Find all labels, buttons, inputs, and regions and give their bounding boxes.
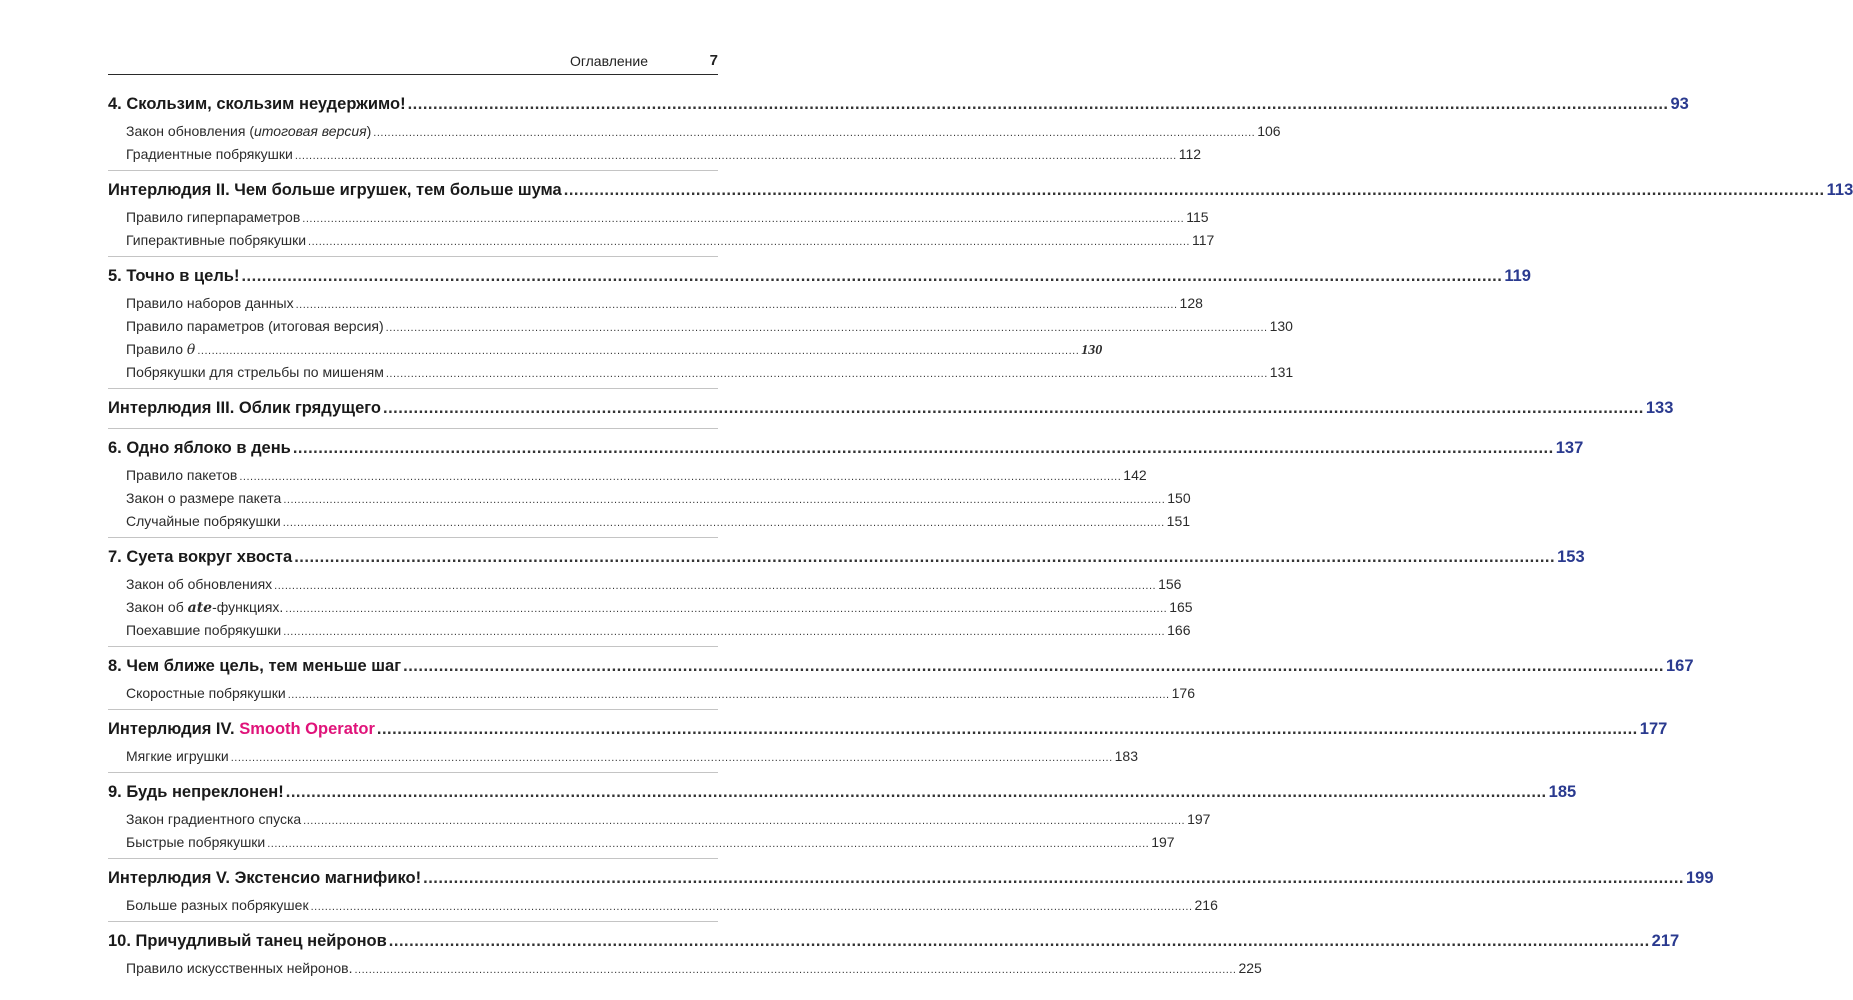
section-title-before: Закон об	[126, 599, 188, 615]
dot-leader	[355, 959, 1237, 982]
section-title-text: Гиперактивные побрякушки	[126, 232, 307, 248]
dot-leader	[283, 489, 1165, 512]
section-title-text: Поехавшие побрякушки	[126, 622, 282, 638]
section-title	[126, 487, 281, 510]
chapter-title	[108, 862, 421, 894]
section-title	[126, 464, 237, 487]
toc-section-entry[interactable]	[108, 573, 1182, 596]
dot-leader	[564, 174, 1825, 206]
section-page-number: 197	[1151, 834, 1175, 850]
toc-chapter	[108, 776, 1577, 859]
toc-section-entry[interactable]	[108, 808, 1211, 831]
chapter-title	[108, 260, 239, 292]
chapter-prefix: 5.	[108, 267, 127, 285]
chapter-page-number: 137	[1555, 439, 1584, 457]
section-title-text: Градиентные побрякушки	[126, 146, 293, 162]
dot-leader	[408, 88, 1669, 120]
chapter-title-text: Скользим, скользим неудержимо!	[126, 95, 406, 113]
toc-section-entry[interactable]	[108, 957, 1262, 980]
section-page-number: 165	[1169, 599, 1193, 615]
section-title	[126, 229, 306, 252]
section-title	[126, 206, 300, 229]
header-title: Оглавление	[569, 53, 648, 69]
toc-section-entry[interactable]	[108, 596, 1193, 619]
toc-chapter	[108, 713, 1668, 773]
dot-leader	[294, 541, 1555, 573]
chapter-title	[108, 174, 562, 206]
chapter-title-text: Будь непреклонен!	[126, 783, 284, 801]
chapter-prefix: 10.	[108, 932, 136, 950]
section-page-number: 142	[1123, 467, 1147, 483]
toc-section-entry[interactable]	[108, 745, 1138, 768]
toc-chapter	[108, 88, 1689, 171]
section-title-text: Быстрые побрякушки	[126, 834, 266, 850]
section-title	[126, 315, 384, 338]
section-title-text: Побрякушки для стрельбы по мишеням	[126, 364, 384, 380]
chapter-title	[108, 392, 381, 424]
table-of-contents	[108, 88, 1853, 987]
section-title	[126, 831, 265, 854]
toc-chapter-entry[interactable]	[108, 88, 1689, 120]
chapter-prefix: 6.	[108, 439, 127, 457]
section-title-text: Скоростные побрякушки	[126, 685, 286, 701]
chapter-title	[108, 432, 291, 464]
dot-leader	[293, 432, 1554, 464]
dot-leader	[239, 466, 1121, 489]
section-title	[126, 573, 272, 596]
toc-section-entry[interactable]	[108, 487, 1191, 510]
section-title-text: Правило гиперпараметров	[126, 209, 301, 225]
chapter-title-text: Чем ближе цель, тем меньше шаг	[126, 657, 402, 675]
section-title	[126, 361, 384, 384]
toc-section-entry[interactable]	[108, 206, 1209, 229]
dot-leader	[373, 122, 1255, 145]
chapter-title-text: Суета вокруг хвоста	[126, 548, 293, 566]
toc-chapter-entry[interactable]	[108, 862, 1714, 894]
chapter-page-number: 153	[1557, 548, 1585, 566]
dot-leader	[241, 260, 1502, 292]
dot-leader	[296, 294, 1178, 317]
toc-section-entry[interactable]	[108, 143, 1202, 166]
section-title	[126, 894, 309, 917]
dot-leader	[423, 862, 1684, 894]
chapter-prefix: 9.	[108, 783, 127, 801]
toc-section-entry[interactable]	[108, 120, 1281, 143]
dot-leader	[403, 650, 1664, 682]
chapter-page-number: 217	[1651, 932, 1680, 950]
chapter-title	[108, 925, 387, 957]
dot-leader	[386, 317, 1268, 340]
chapter-page-number: 185	[1548, 783, 1577, 801]
section-title	[126, 596, 283, 620]
toc-section-entry[interactable]	[108, 338, 1103, 361]
dot-leader	[286, 776, 1547, 808]
toc-chapter	[108, 541, 1585, 647]
chapter-title	[108, 541, 292, 573]
dot-leader	[274, 575, 1156, 598]
toc-chapter-entry[interactable]	[108, 776, 1577, 808]
section-page-number: 117	[1191, 232, 1215, 248]
toc-chapter	[108, 392, 1674, 429]
toc-section-entry[interactable]	[108, 361, 1294, 384]
section-title	[126, 619, 281, 642]
section-title-emphasis: ate	[187, 600, 213, 616]
dot-leader	[303, 810, 1185, 833]
section-page-number: 106	[1257, 123, 1281, 139]
chapter-page-number: 167	[1666, 657, 1694, 675]
dot-leader	[288, 684, 1170, 707]
toc-chapter	[108, 925, 1680, 984]
dot-leader	[231, 747, 1113, 770]
section-page-number: 197	[1187, 811, 1211, 827]
section-title-text: Мягкие игрушки	[126, 748, 229, 764]
toc-section-entry[interactable]	[108, 229, 1215, 252]
section-page-number: 112	[1178, 146, 1202, 162]
section-title	[126, 808, 301, 831]
chapter-page-number: 177	[1639, 720, 1668, 738]
section-title-text: Закон об обновлениях	[126, 576, 273, 592]
section-title	[126, 510, 281, 533]
header-page-number: 7	[709, 52, 718, 69]
section-title	[126, 338, 195, 362]
toc-chapter	[108, 260, 1531, 389]
chapter-title-text: Причудливый танец нейронов	[135, 932, 387, 950]
toc-chapter	[108, 862, 1714, 922]
section-page-number: 131	[1269, 364, 1294, 380]
section-title-after: -функциях.	[212, 599, 284, 615]
chapter-prefix: Интерлюдия IV.	[108, 720, 240, 738]
section-title-text: Больше разных побрякушек	[126, 897, 309, 913]
dot-leader	[383, 392, 1644, 424]
toc-chapter-entry[interactable]	[108, 392, 1674, 424]
section-page-number: 156	[1158, 576, 1182, 592]
section-page-number: 225	[1238, 960, 1262, 976]
toc-section-entry[interactable]	[108, 292, 1203, 315]
section-title	[126, 957, 353, 980]
section-title-text: Правило наборов данных	[126, 295, 294, 311]
dot-leader	[389, 925, 1650, 957]
dot-leader	[311, 896, 1193, 919]
toc-chapter-entry[interactable]	[108, 174, 1853, 206]
section-title-text: Правило параметров (итоговая версия)	[126, 318, 384, 334]
toc-chapter-entry[interactable]	[108, 925, 1680, 957]
chapter-title-text: Интерлюдия II. Чем больше игрушек, тем больше шума	[108, 181, 562, 199]
toc-section-entry[interactable]	[108, 315, 1293, 338]
chapter-page-number: 113	[1826, 181, 1853, 199]
section-title-text: Правило искусственных нейронов.	[126, 960, 353, 976]
section-page-number: 176	[1171, 685, 1195, 701]
running-header	[108, 52, 718, 75]
chapter-title-text: Smooth Operator	[239, 720, 375, 738]
section-title	[126, 143, 293, 166]
section-page-number: 183	[1114, 748, 1138, 764]
toc-chapter	[108, 174, 1853, 257]
chapter-page-number: 93	[1670, 95, 1689, 113]
toc-section-entry[interactable]	[108, 831, 1175, 854]
section-page-number: 130	[1081, 343, 1103, 358]
section-page-number: 115	[1186, 209, 1209, 225]
dot-leader	[283, 512, 1165, 535]
section-title	[126, 292, 294, 315]
toc-chapter-entry[interactable]	[108, 260, 1531, 292]
section-title-italic: итоговая версия	[254, 123, 367, 139]
section-page-number: 216	[1194, 897, 1218, 913]
chapter-prefix: 8.	[108, 657, 127, 675]
chapter-page-number: 199	[1686, 869, 1714, 887]
section-page-number: 130	[1269, 318, 1293, 334]
dot-leader	[295, 145, 1177, 168]
section-title	[126, 682, 286, 705]
section-title-after: )	[366, 123, 372, 139]
toc-chapter	[108, 432, 1584, 538]
dot-leader	[308, 231, 1190, 254]
section-page-number: 128	[1179, 295, 1203, 311]
dot-leader	[267, 833, 1149, 856]
section-page-number: 166	[1167, 622, 1191, 638]
chapter-title	[108, 650, 401, 682]
dot-leader	[377, 713, 1638, 745]
chapter-prefix: 7.	[108, 548, 127, 566]
section-title-before: Правило	[126, 341, 187, 357]
section-title-text: Закон о размере пакета	[126, 490, 282, 506]
chapter-title-text: Интерлюдия III. Облик грядущего	[108, 399, 381, 417]
section-title	[126, 745, 229, 768]
section-title-text: Закон градиентного спуска	[126, 811, 302, 827]
chapter-title-text: Интерлюдия V. Экстенсио магнифико!	[108, 869, 422, 887]
theta-symbol: θ	[186, 342, 196, 358]
chapter-prefix: 4.	[108, 95, 127, 113]
section-page-number: 151	[1166, 513, 1191, 529]
toc-section-entry[interactable]	[108, 682, 1195, 705]
chapter-title-text: Точно в цель!	[126, 267, 240, 285]
toc-chapter-entry[interactable]	[108, 650, 1694, 682]
section-title-text: Правило пакетов	[126, 467, 238, 483]
dot-leader	[285, 598, 1167, 621]
chapter-title	[108, 776, 284, 808]
section-title	[126, 120, 371, 143]
dot-leader	[386, 363, 1268, 386]
toc-chapter-entry[interactable]	[108, 541, 1585, 573]
chapter-title-text: Одно яблоко в день	[126, 439, 291, 457]
toc-section-entry[interactable]	[108, 619, 1191, 642]
toc-section-entry[interactable]	[108, 894, 1218, 917]
dot-leader	[302, 208, 1184, 231]
dot-leader	[197, 340, 1079, 363]
section-title-text: Случайные побрякушки	[126, 513, 281, 529]
dot-leader	[283, 621, 1165, 644]
toc-chapter	[108, 650, 1694, 710]
toc-chapter-entry[interactable]	[108, 713, 1668, 745]
chapter-page-number: 119	[1504, 267, 1531, 285]
toc-section-entry[interactable]	[108, 464, 1147, 487]
section-page-number: 150	[1167, 490, 1191, 506]
chapter-page-number: 133	[1645, 399, 1674, 417]
toc-section-entry[interactable]	[108, 510, 1191, 533]
chapter-title	[108, 713, 375, 745]
toc-chapter-entry[interactable]	[108, 432, 1584, 464]
section-title-before: Закон обновления (	[126, 123, 255, 139]
chapter-title	[108, 88, 406, 120]
